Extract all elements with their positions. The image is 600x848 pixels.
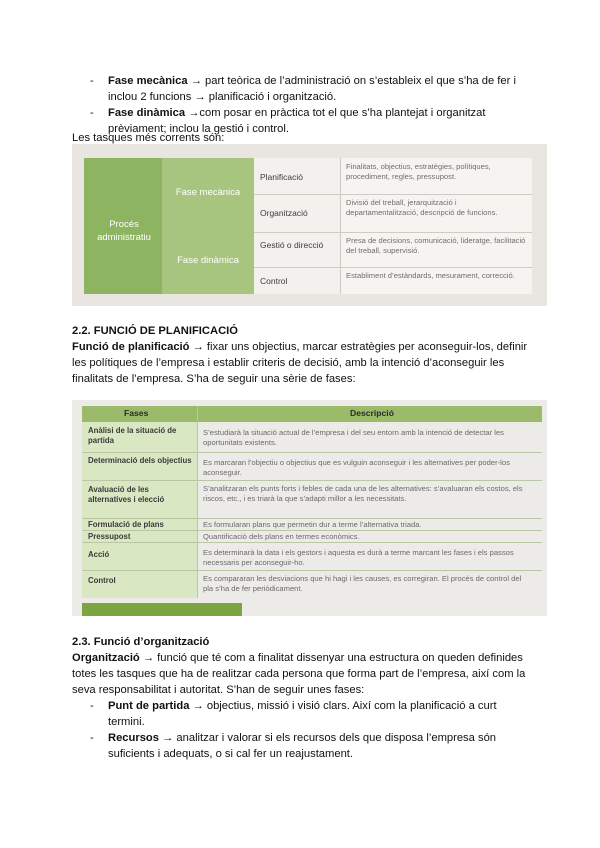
table-row-fase: Pressupost <box>88 532 131 541</box>
phase-label-dinamica: Fase dinàmica <box>177 255 239 266</box>
planificacio-paragraph <box>72 339 532 387</box>
term-punt-de-partida: Punt de partida <box>108 700 190 712</box>
function-control: Control <box>260 276 288 286</box>
term-fase-mecanica: Fase mecànica <box>108 75 188 87</box>
list-item-text: → part teòrica de l’administració on s’estableix el que s’ha de fer i inclou 2 funcions → planificació i organització. <box>108 75 516 103</box>
desc-planificacio: Finalitats, objectius, estratègies, polítiques, procediment, regles, pressupost. <box>346 162 491 181</box>
list-item-text: → objectius, missió i visió clars. Així com la planificació a curt termini. <box>108 700 497 728</box>
table-row-desc: Es marcaran l’objectiu o objectius que es vulguin aconseguir i les alternatives per poder-los aconseguir. <box>203 458 510 477</box>
header-fases: Fases <box>124 408 149 418</box>
term-recursos: Recursos <box>108 732 159 744</box>
list-item-text: → analitzar i valorar si els recursos dels que disposa l’empresa són suficients i adequats, o si cal fer un reajustament. <box>108 732 497 760</box>
function-gestio: Gestió o direcció <box>260 240 324 250</box>
tasks-line: Les tasques més corrents són: <box>72 132 225 144</box>
list-item <box>90 698 530 730</box>
process-diagram-photo <box>72 144 547 306</box>
desc-gestio: Presa de decisions, comunicació, lideratge, facilitació del treball, supervisió. <box>346 236 526 255</box>
term-funcio-planificacio: Funció de planificació <box>72 341 190 353</box>
term-organitzacio: Organització <box>72 652 140 664</box>
root-label: Procés administratiu <box>97 219 151 243</box>
phase-label-mecanica: Fase mecànica <box>175 187 241 198</box>
desc-organitzacio: Divisió del treball, jerarquització i departamentalització, descripció de funcions. <box>346 198 498 217</box>
table-row-fase: Formulació de plans <box>88 520 164 529</box>
desc-control: Establiment d’estàndards, mesurament, correcció. <box>346 271 515 280</box>
function-planificacio: Planificació <box>260 172 303 182</box>
term-fase-dinamica: Fase dinàmica <box>108 107 186 119</box>
function-organitzacio: Organització <box>260 208 308 218</box>
header-descripcio: Descripció <box>350 408 394 418</box>
intro-list <box>90 73 530 137</box>
organitzacio-paragraph <box>72 650 532 698</box>
list-item <box>90 73 530 105</box>
table-row-fase: Control <box>88 576 116 585</box>
table-row-desc: S’estudiarà la situació actual de l’empresa i del seu entorn amb la intenció de detectar les oportunitats existents. <box>203 428 504 447</box>
table-row-fase: Determinació dels objectius <box>88 456 192 465</box>
table-row-desc: Quantificació dels plans en termes econòmics. <box>203 532 360 541</box>
table-footer-band <box>82 603 242 616</box>
table-row-fase: Anàlisi de la situació de partida <box>88 426 177 445</box>
table-header <box>82 406 542 422</box>
table-row-desc: Es compararan les desviacions que hi hagi i les causes, es corregiran. El procés de control del pla s’ha de fer periòdicament. <box>203 574 522 593</box>
table-row-desc: S’analitzaran els punts forts i febles de cada una de les alternatives: s’avaluaran els costos, els riscos, etc., i es triarà la que s’adapti millor a les necessitats. <box>203 484 523 503</box>
list-item-text: →com posar en pràctica tot el que s’ha plantejat i organitzat prèviament; inclou la gestió i control. <box>108 107 486 135</box>
table-row-desc: Es formularan plans que permetin dur a terme l’alternativa triada. <box>203 520 422 529</box>
list-item <box>90 730 530 762</box>
section-title-planificacio: 2.2. FUNCIÓ DE PLANIFICACIÓ <box>72 325 238 337</box>
table-row-fase: Avaluació de les alternatives i elecció <box>88 485 165 504</box>
phases-table-photo <box>72 400 547 616</box>
paragraph-text: → fixar uns objectius, marcar estratègies per aconseguir-los, definir les polítiques de l’empresa i establir criteris de decisió, amb la intenció d’aconseguir les finalitats de l’empresa. S’ha de seguir una sèrie de fases: <box>72 341 528 385</box>
table-row-fase: Acció <box>88 550 110 559</box>
section-title-organitzacio: 2.3. Funció d’organització <box>72 636 210 648</box>
organitzacio-list <box>90 698 530 762</box>
fases-column <box>82 422 197 598</box>
paragraph-text: → funció que té com a finalitat dissenyar una estructura on queden definides totes les tasques que ha de realitzar cada persona que forma part de l’empresa, així com la seva responsabilitat i autoritat. S’han de seguir unes fases: <box>72 652 526 696</box>
table-row-desc: Es determinarà la data i els gestors i aquesta es durà a terme marcant les fases i els passos necessaris per aconseguir-ho. <box>203 548 514 567</box>
